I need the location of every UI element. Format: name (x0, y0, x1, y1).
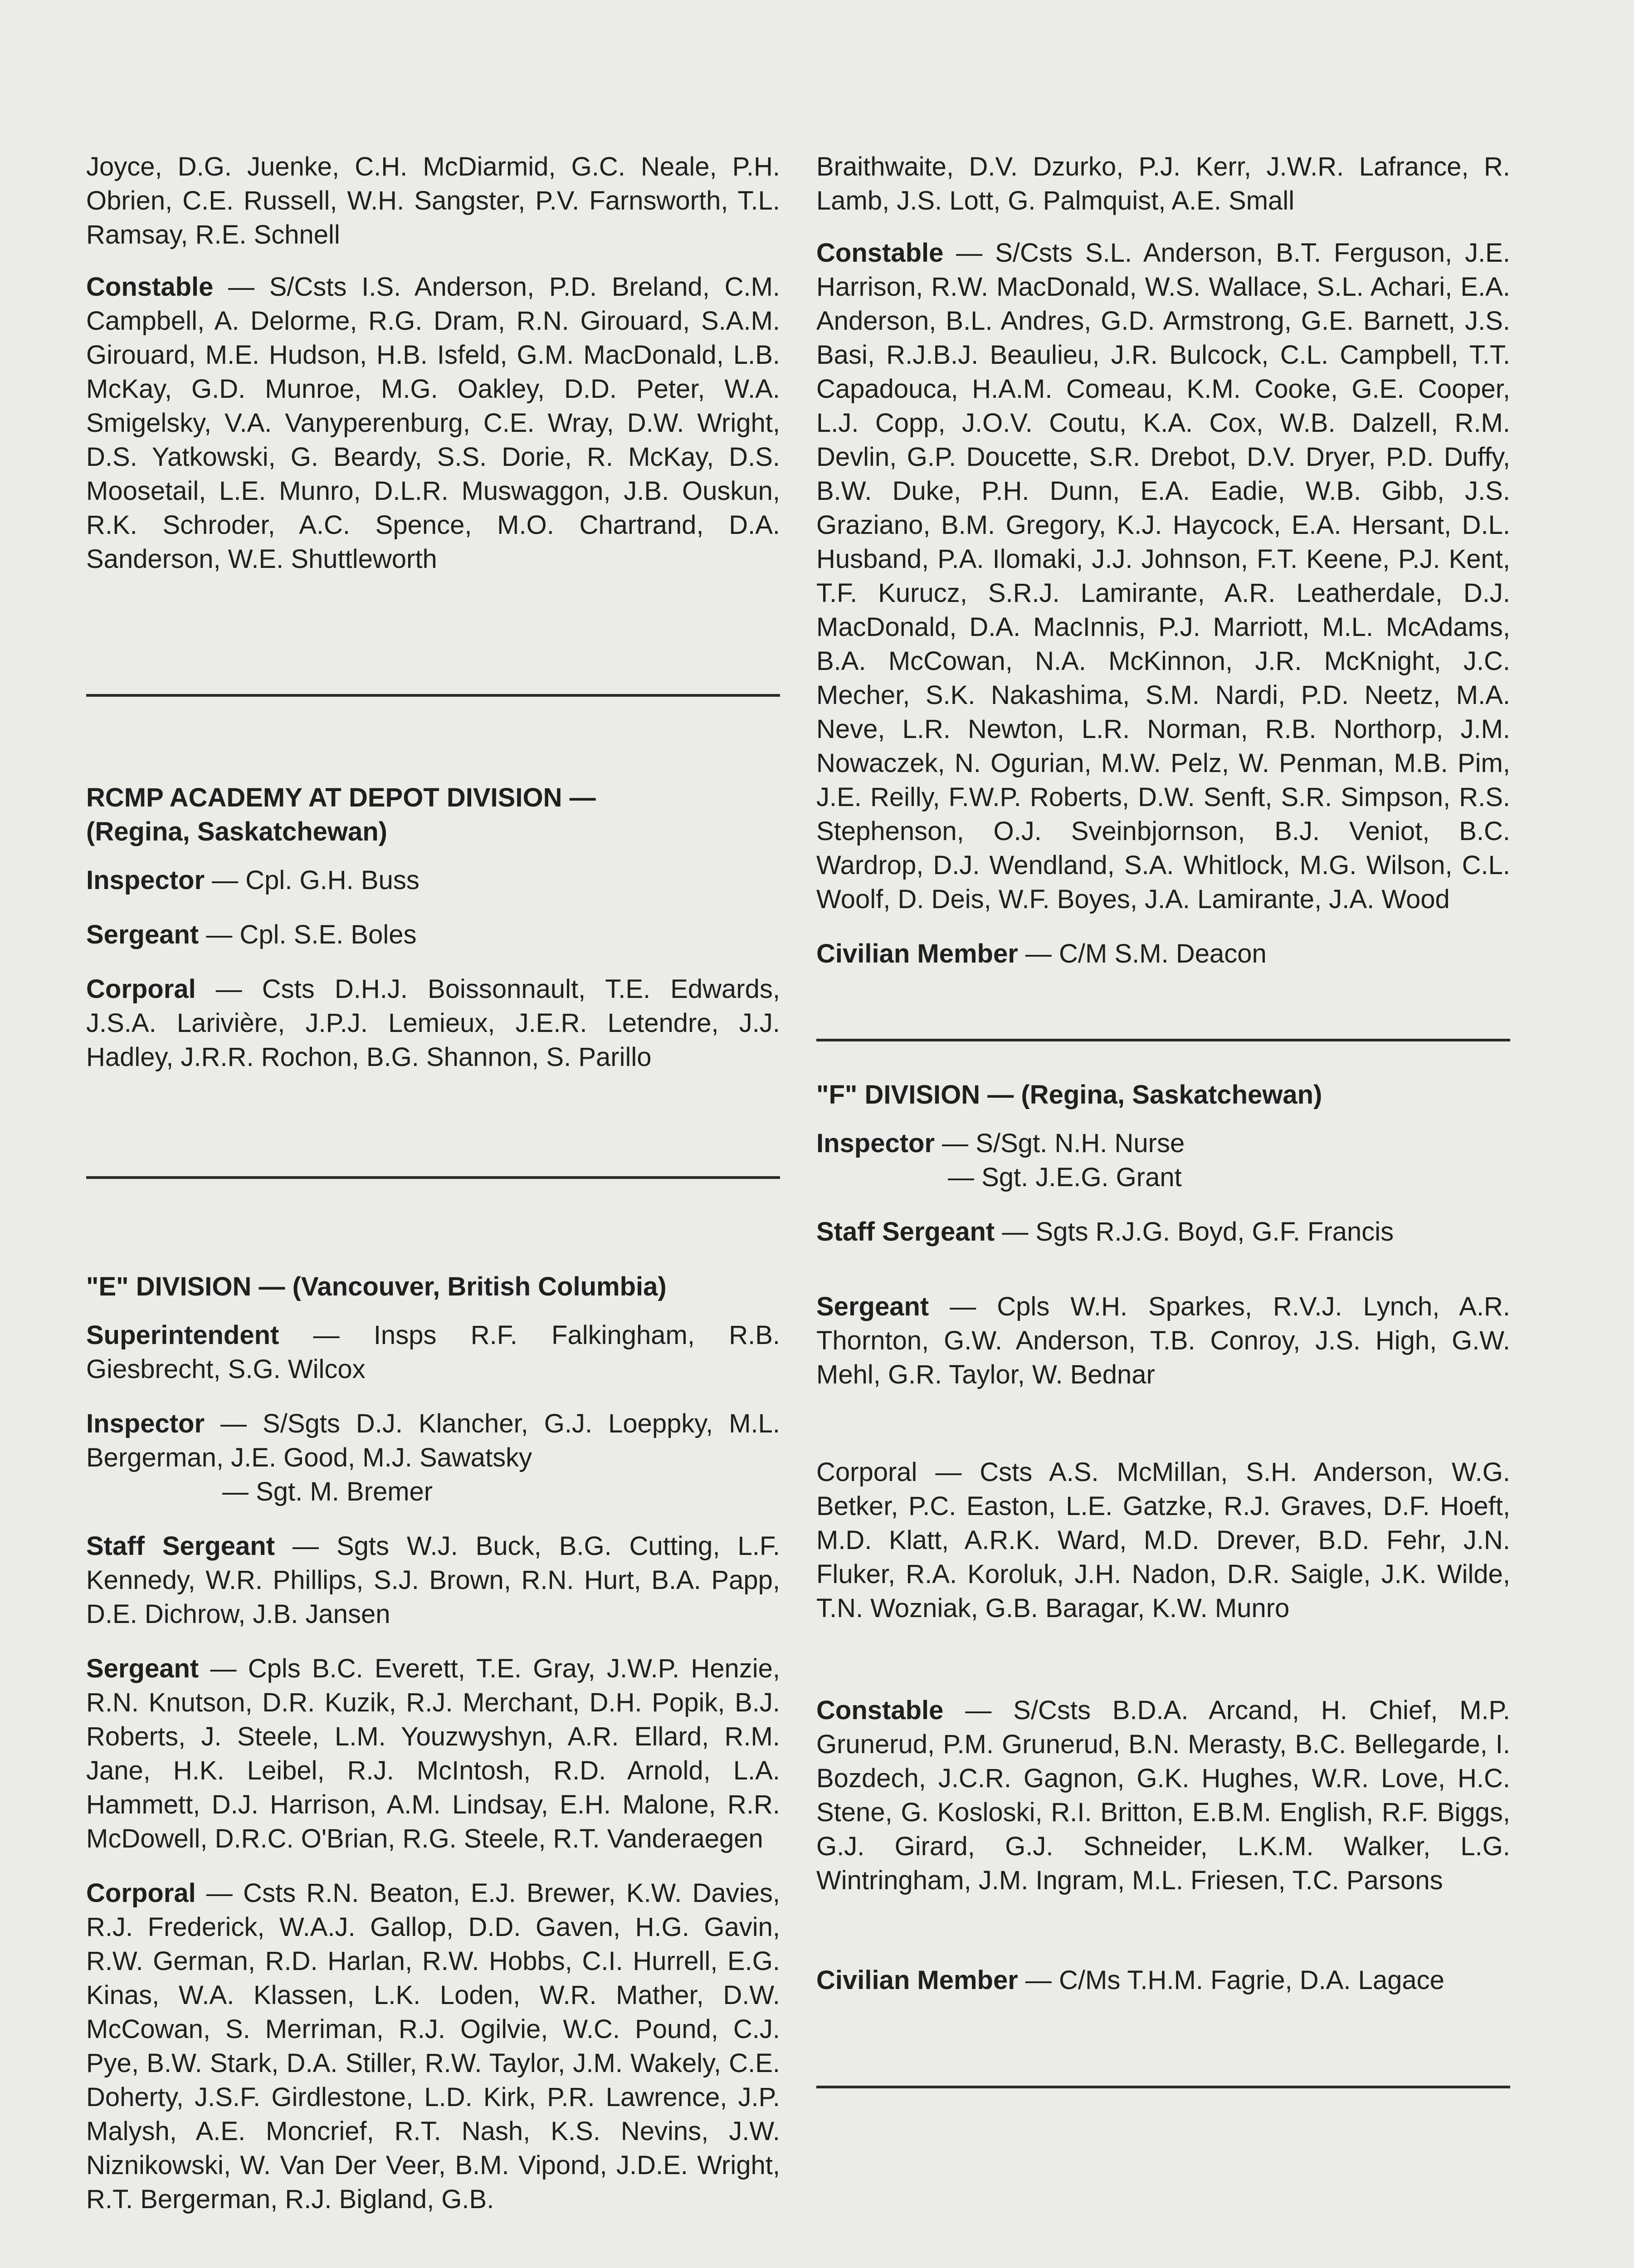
depot-division-heading (86, 781, 780, 849)
member-names: — S/Csts I.S. Anderson, P.D. Breland, C.M. Campbell, A. Delorme, R.G. Dram, R.N. Girouard, S.A.M. Girouard, M.E. Hudson, H.B. Isfeld, G.M. MacDonald, L.B. McKay, G.D. Munroe, M.G. Oakley, D.D. Peter, W.A. Smigelsky, V.A. Vanyperenburg, C.E. Wray, D.W. Wright, D.S. Yatkowski, G. Beardy, S.S. Dorie, R. McKay, D.S. Moosetail, L.E. Munro, D.L.R. Muswaggon, J.B. Ouskun, R.K. Schroder, A.C. Spence, M.O. Chartrand, D.A. Sanderson, W.E. Shuttleworth (86, 272, 780, 574)
member-names: — Sgts R.J.G. Boyd, G.F. Francis (995, 1217, 1394, 1246)
heading-line: (Regina, Saskatchewan) (86, 817, 387, 846)
inspector-entry (86, 863, 780, 897)
section-divider (816, 2086, 1510, 2088)
section-gap (86, 1179, 780, 1270)
continued-text (86, 150, 780, 252)
section-gap (86, 1095, 780, 1176)
rank-label: Inspector (86, 1409, 205, 1438)
inspector-entry (816, 1126, 1510, 1160)
member-names: — S/Sgts D.J. Klancher, G.J. Loeppky, M.L. Bergerman, J.E. Good, M.J. Sawatsky (86, 1409, 780, 1472)
corporal-entry (816, 1455, 1510, 1625)
constable-entry (86, 270, 780, 576)
f-division-heading: "F" DIVISION — (Regina, Saskatchewan) (816, 1080, 1322, 1110)
member-names: — S/Sgt. N.H. Nurse (935, 1129, 1185, 1158)
rank-label: Corporal (86, 974, 196, 1004)
member-names: — Cpls B.C. Everett, T.E. Gray, J.W.P. Henzie, R.N. Knutson, D.R. Kuzik, R.J. Merchant, D.H. Popik, B.J. Roberts, J. Steele, L.M. Youzwyshyn, A.R. Ellard, R.M. Jane, H.K. Leibel, R.J. McIntosh, R.D. Arnold, L.A. Hammett, D.J. Harrison, A.M. Lindsay, E.H. Malone, R.R. McDowell, D.R.C. O'Brian, R.G. Steele, R.T. Vanderaegen (86, 1654, 780, 1853)
rank-label: Sergeant (816, 1292, 929, 1321)
inspector-sub-entry: — Sgt. M. Bremer (222, 1477, 433, 1506)
rank-label: Corporal (86, 1878, 196, 1908)
civilian-member-entry (816, 937, 1510, 971)
member-names: — Cpls W.H. Sparkes, R.V.J. Lynch, A.R. Thornton, G.W. Anderson, T.B. Conroy, J.S. High, G.W. Mehl, G.R. Taylor, W. Bednar (816, 1292, 1510, 1389)
constable-entry (816, 236, 1510, 916)
rank-label: Constable (86, 272, 214, 302)
member-names: — S/Csts S.L. Anderson, B.T. Ferguson, J.E. Harrison, R.W. MacDonald, W.S. Wallace, S.L. Achari, E.A. Anderson, B.L. Andres, G.D. Armstrong, G.E. Barnett, J.S. Basi, R.J.B.J. Beaulieu, J.R. Bulcock, C.L. Campbell, T.T. Capadouca, H.A.M. Comeau, K.M. Cooke, G.E. Cooper, L.J. Copp, J.O.V. Coutu, K.A. Cox, W.B. Dalzell, R.M. Devlin, G.P. Doucette, S.R. Drebot, D.V. Dryer, P.D. Duffy, B.W. Duke, P.H. Dunn, E.A. Eadie, W.B. Gibb, J.S. Graziano, B.M. Gregory, K.J. Haycock, E.A. Hersant, D.L. Husband, P.A. Ilomaki, J.J. Johnson, F.T. Keene, P.J. Kent, T.F. Kurucz, S.R.J. Lamirante, A.R. Leatherdale, D.J. MacDonald, D.A. MacInnis, P.J. Marriott, M.L. McAdams, B.A. McCowan, N.A. McKinnon, J.R. McKnight, J.C. Mecher, S.K. Nakashima, S.M. Nardi, P.D. Neetz, M.A. Neve, L.R. Newton, L.R. Norman, R.B. Northorp, J.M. Nowaczek, N. Ogurian, M.W. Pelz, W. Penman, M.B. Pim, J.E. Reilly, F.W.P. Roberts, D.W. Senft, S.R. Simpson, R.S. Stephenson, O.J. Sveinbjornson, B.J. Veniot, B.C. Wardrop, D.J. Wendland, S.A. Whitlock, M.G. Wilson, C.L. Woolf, D. Deis, W.F. Boyes, J.A. Lamirante, J.A. Wood (816, 238, 1510, 914)
rank-label: Inspector (86, 865, 205, 895)
rank-label: Sergeant (86, 1654, 199, 1683)
corporal-entry (86, 1876, 780, 2216)
member-names: — Csts R.N. Beaton, E.J. Brewer, K.W. Davies, R.J. Frederick, W.A.J. Gallop, D.D. Gaven, H.G. Gavin, R.W. German, R.D. Harlan, R.W. Hobbs, C.I. Hurrell, E.G. Kinas, W.A. Klassen, L.K. Loden, W.R. Mather, D.W. McCowan, S. Merriman, R.J. Ogilvie, W.C. Pound, C.J. Pye, B.W. Stark, D.A. Stiller, R.W. Taylor, J.M. Wakely, C.E. Doherty, J.S.F. Girdlestone, L.D. Kirk, P.R. Lawrence, J.P. Malysh, A.E. Moncrief, R.T. Nash, K.S. Nevins, J.W. Niznikowski, W. Van Der Veer, B.M. Vipond, J.D.E. Wright, R.T. Bergerman, R.J. Bigland, G.B. (86, 1878, 780, 2214)
member-names: — C/Ms T.H.M. Fagrie, D.A. Lagace (1018, 1965, 1444, 1995)
superintendent-entry (86, 1318, 780, 1386)
left-column (86, 150, 780, 2237)
member-names: — Sgts W.J. Buck, B.G. Cutting, L.F. Kennedy, W.R. Phillips, S.J. Brown, R.N. Hurt, B.A. Papp, D.E. Dichrow, J.B. Jansen (86, 1531, 780, 1629)
continued-text (816, 150, 1510, 218)
member-names: — C/M S.M. Deacon (1018, 939, 1267, 968)
member-names: — Csts D.H.J. Boissonnault, T.E. Edwards, J.S.A. Larivière, J.P.J. Lemieux, J.E.R. Letendre, J.J. Hadley, J.R.R. Rochon, B.G. Shannon, S. Parillo (86, 974, 780, 1072)
rank-label: Civilian Member (816, 939, 1018, 968)
inspector-entry (86, 1407, 780, 1475)
rank-label: Staff Sergeant (816, 1217, 995, 1246)
staff-sergeant-entry (816, 1215, 1510, 1249)
member-names: — Insps R.F. Falkingham, R.B. Giesbrecht, S.G. Wilcox (86, 1320, 780, 1384)
heading-line: RCMP ACADEMY AT DEPOT DIVISION — (86, 783, 596, 812)
section-gap (816, 2018, 1510, 2086)
member-names: — Cpl. S.E. Boles (199, 920, 417, 949)
corporal-entry (86, 972, 780, 1074)
rank-label: Sergeant (86, 920, 199, 949)
rank-label: Civilian Member (816, 1965, 1018, 1995)
sergeant-entry (816, 1290, 1510, 1392)
rank-label: Constable (816, 238, 944, 268)
section-gap (86, 697, 780, 781)
inspector-sub-entry: — Sgt. J.E.G. Grant (948, 1163, 1182, 1192)
member-names: — S/Csts B.D.A. Arcand, H. Chief, M.P. Grunerud, P.M. Grunerud, B.N. Merasty, B.C. Bellegarde, I. Bozdech, J.C.R. Gagnon, G.K. Hughes, W.R. Love, H.C. Stene, G. Kosloski, R.I. Britton, E.B.M. English, R.F. Biggs, G.J. Girard, G.J. Schneider, L.K.M. Walker, L.G. Wintringham, J.M. Ingram, M.L. Friesen, T.C. Parsons (816, 1696, 1510, 1895)
section-gap (816, 1041, 1510, 1078)
sergeant-entry (86, 918, 780, 952)
civilian-member-entry (816, 1963, 1510, 1997)
rank-label: Inspector (816, 1129, 935, 1158)
constable-entry (816, 1693, 1510, 1897)
rank-label: Staff Sergeant (86, 1531, 275, 1561)
sergeant-entry (86, 1652, 780, 1856)
continued-names: Braithwaite, D.V. Dzurko, P.J. Kerr, J.W.R. Lafrance, R. Lamb, J.S. Lott, G. Palmquist, A.E. Small (816, 152, 1510, 215)
member-names: — Csts A.S. McMillan, S.H. Anderson, W.G. Betker, P.C. Easton, L.E. Gatzke, R.J. Graves, D.F. Hoeft, M.D. Klatt, A.R.K. Ward, M.D. Drever, B.D. Fehr, J.N. Fluker, R.A. Koroluk, J.H. Nadon, D.R. Saigle, J.K. Wilde, T.N. Wozniak, G.B. Baragar, K.W. Munro (816, 1457, 1510, 1623)
section-gap (816, 991, 1510, 1039)
rank-label: Constable (816, 1696, 944, 1725)
continued-names: Joyce, D.G. Juenke, C.H. McDiarmid, G.C. Neale, P.H. Obrien, C.E. Russell, W.H. Sangster, P.V. Farnsworth, T.L. Ramsay, R.E. Schnell (86, 152, 780, 249)
e-division-heading: "E" DIVISION — (Vancouver, British Columbia) (86, 1272, 667, 1301)
rank-label: Superintendent (86, 1320, 279, 1350)
member-names: — Cpl. G.H. Buss (205, 865, 419, 895)
rank-label: Corporal (816, 1457, 917, 1487)
staff-sergeant-entry (86, 1529, 780, 1631)
section-gap (86, 596, 780, 694)
right-column (816, 150, 1510, 2088)
